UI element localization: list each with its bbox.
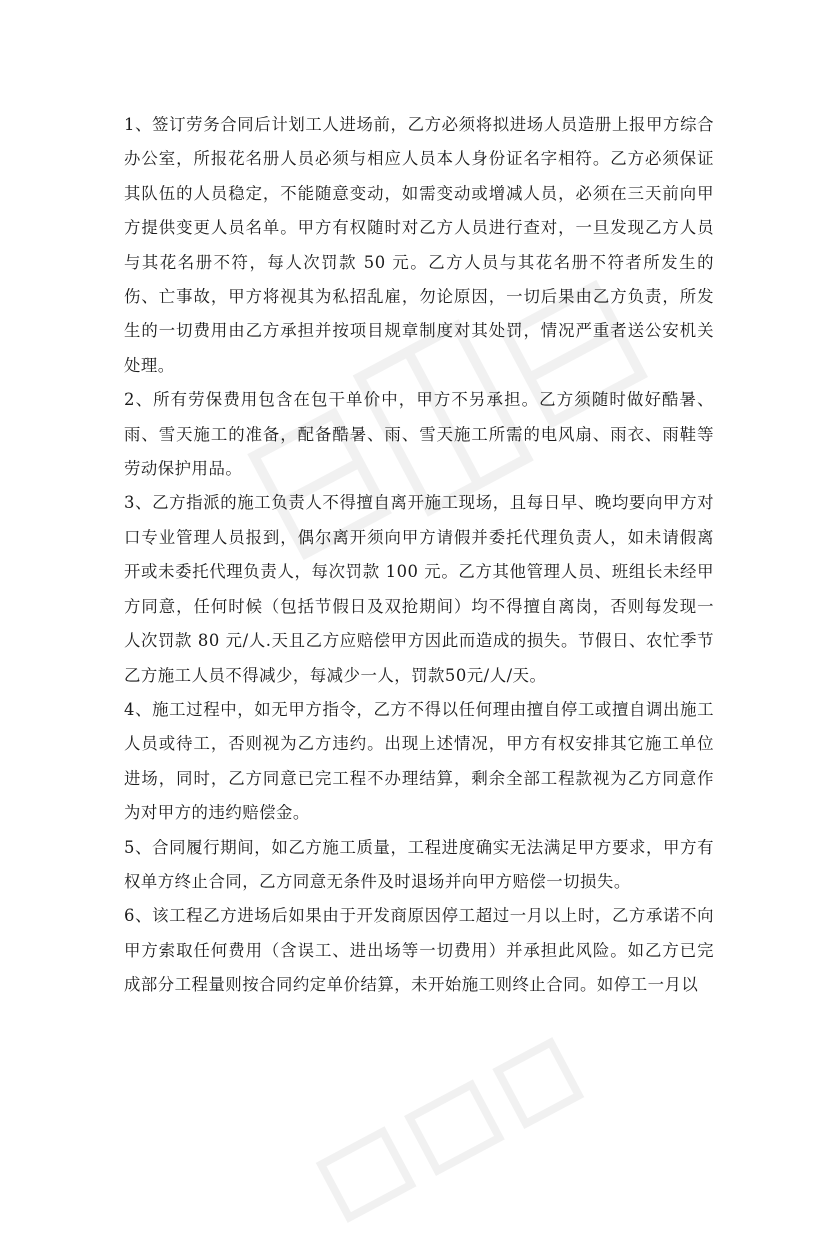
watermark-logo-bottom bbox=[294, 1015, 606, 1244]
document-body bbox=[124, 108, 714, 1003]
clause-2: 2、所有劳保费用包含在包干单价中，甲方不另承担。乙方须随时做好酷暑、雨、雪天施工的准备，配备酷暑、雨、雪天施工所需的电风扇、雨衣、雨鞋等劳动保护用品。 bbox=[124, 390, 714, 479]
clause-3: 3、乙方指派的施工负责人不得擅自离开施工现场，且每日早、晚均要向甲方对口专业管理人员报到，偶尔离开须向甲方请假并委托代理负责人，如未请假离开或未委托代理负责人，每次罚款 100 元。乙方其他管理人员、班组长未经甲方同意，任何时候（包括节假日及双抢期间）均不得擅自离岗，否则每发现一人次罚款 80 元/人.天且乙方应赔偿甲方因此而造成的损失。节假日、农忙季节乙方施工人员不得减少，每减少一人，罚款50元/人/天。 bbox=[124, 493, 714, 685]
clause-5: 5、合同履行期间，如乙方施工质量，工程进度确实无法满足甲方要求，甲方有权单方终止合同，乙方同意无条件及时退场并向甲方赔偿一切损失。 bbox=[124, 837, 714, 891]
clause-4: 4、施工过程中，如无甲方指令，乙方不得以任何理由擅自停工或擅自调出施工人员或待工，否则视为乙方违约。出现上述情况，甲方有权安排其它施工单位进场，同时，乙方同意已完工程不办理结算，剩余全部工程款视为乙方同意作为对甲方的违约赔偿金。 bbox=[124, 699, 714, 823]
clause-1: 1、签订劳务合同后计划工人进场前，乙方必须将拟进场人员造册上报甲方综合办公室，所报花名册人员必须与相应人员本人身份证名字相符。乙方必须保证其队伍的人员稳定，不能随意变动，如需变动或增减人员，必须在三天前向甲方提供变更人员名单。甲方有权随时对乙方人员进行查对，一旦发现乙方人员与其花名册不符，每人次罚款 50 元。乙方人员与其花名册不符者所发生的伤、亡事故，甲方将视其为私招乱雇，勿论原因，一切后果由乙方负责，所发生的一切费用由乙方承担并按项目规章制度对其处罚，情况严重者送公安机关处理。 bbox=[124, 115, 714, 375]
clause-6: 6、该工程乙方进场后如果由于开发商原因停工超过一月以上时，乙方承诺不向甲方索取任何费用（含误工、进出场等一切费用）并承担此风险。如乙方已完成部分工程量则按合同约定单价结算，未开始施工则终止合同。如停工一月以 bbox=[124, 906, 714, 995]
